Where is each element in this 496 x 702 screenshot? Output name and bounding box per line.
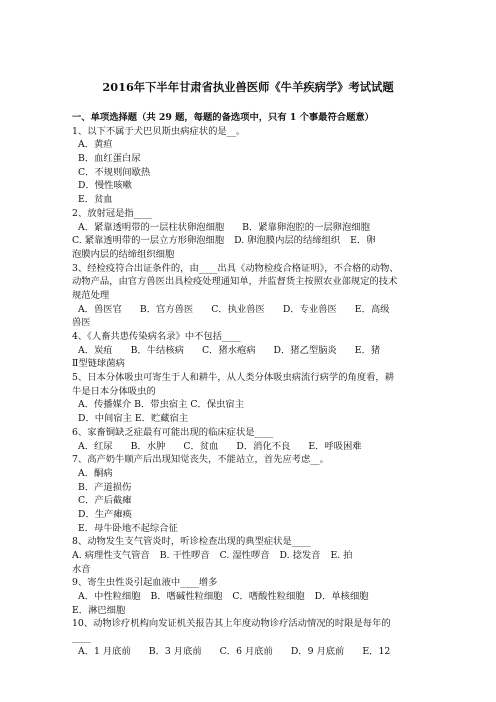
q8-continuation: 水音 (72, 563, 91, 575)
q8-option-d: D. 捻发音 (279, 550, 321, 561)
q10-option-d: D．9 月底前 (290, 645, 345, 657)
question-9-stem: 9、寄生虫性炎引起血液中____增多 (72, 577, 218, 589)
q7-option-c: C．产后截瘫 (78, 495, 132, 507)
q2-option-a: A．紧靠透明带的一层柱状卵泡细胞 (78, 221, 225, 233)
q1-option-b: B．血红蛋白尿 (78, 153, 141, 165)
q2-options-row-2 (72, 234, 432, 248)
q1-option-d: D．慢性咳嗽 (78, 180, 132, 192)
q6-option-c: C．贫血 (183, 440, 219, 452)
q7-option-b: B．产道损伤 (78, 481, 132, 493)
q10-option-c: C．6 月底前 (219, 645, 273, 657)
q8-options-row (72, 549, 432, 563)
q9-option-c: C．嗜酸性粒细胞 (232, 591, 305, 603)
question-2-stem: 2、放射冠是指____ (72, 207, 153, 219)
q10-option-b: B．3 月底前 (148, 645, 202, 657)
question-1-stem: 1、以下不属于犬巴贝斯虫病症状的是__。 (72, 125, 246, 137)
q2-option-e: E．卵 (350, 235, 376, 247)
q3-option-b: B．官方兽医 (139, 303, 194, 315)
q10-options-row (72, 645, 432, 659)
q8-option-a: A. 病理性支气管音 (72, 550, 150, 561)
q2-option-d: D. 卵泡膜内层的结缔组织 (234, 235, 341, 247)
q8-option-c: C. 湿性啰音 (219, 550, 270, 561)
q10-blank: ____ (72, 632, 91, 644)
question-7-stem: 7、高产奶牛顺产后出现知觉丧失，不能站立，首先应考虑__。 (72, 454, 329, 466)
q7-option-e: E．母牛卧地不起综合征 (78, 522, 178, 534)
q3-option-a: A．兽医官 (78, 303, 122, 315)
q6-option-a: A．红尿 (78, 440, 113, 452)
q8-option-b: B. 干性啰音 (159, 550, 210, 561)
q4-option-c: C．猪水疱病 (201, 344, 256, 356)
q4-option-b: B．牛结核病 (130, 344, 184, 356)
q9-options-row (72, 590, 432, 604)
q2-option-c: C. 紧靠透明带的一层立方形卵泡细胞 (72, 235, 225, 247)
q6-option-d: D．消化不良 (236, 440, 291, 452)
q2-options-row-1 (72, 221, 432, 235)
q6-option-b: B．水肿 (130, 440, 166, 452)
q3-options-row (72, 303, 432, 317)
q1-option-a: A．黄疸 (78, 139, 113, 151)
q9-option-d: D．单核细胞 (314, 591, 369, 603)
document-body (72, 111, 432, 659)
q5-options-a-c: A．传播媒介 B．带虫宿主 C．保虫宿主 (78, 399, 245, 411)
q7-option-a: A．酮病 (78, 467, 113, 479)
q3-option-c: C．执业兽医 (211, 303, 265, 315)
q5-options-d-e: D．中间宿主 E．贮藏宿主 (78, 413, 189, 425)
q3-option-e: E．高级 (354, 303, 390, 315)
q1-option-c: C．不规则间歇热 (78, 166, 151, 178)
q10-option-a: A．1 月底前 (78, 645, 131, 657)
question-3-line-3: 规范处理 (72, 289, 110, 301)
question-5-line-1: 5、日本分体吸虫可寄生于人和耕牛，从人类分体吸虫病流行病学的角度看，耕 (72, 372, 395, 384)
q9-option-a: A．中性粒细胞 (78, 591, 141, 603)
question-6-stem: 6、家畜铜缺乏症最有可能出现的临床症状是____ (72, 426, 274, 438)
q7-option-d: D．生产瘫痪 (78, 508, 132, 520)
q6-option-e: E．呼吸困难 (308, 440, 362, 452)
question-10-stem: 10、动物诊疗机构向发证机关报告其上年度动物诊疗活动情况的时限是每年的 (72, 618, 391, 630)
section-heading: 一、单项选择题（共 29 题，每题的备选项中，只有 1 个事最符合题意） (72, 112, 374, 123)
q4-continuation: Ⅱ型链球菌病 (72, 358, 125, 370)
q9-option-e: E．淋巴细胞 (72, 604, 126, 616)
page-title: 2016年下半年甘肃省执业兽医师《牛羊疾病学》考试试题 (102, 80, 394, 94)
q3-continuation: 兽医 (72, 317, 91, 329)
question-8-stem: 8、动物发生支气管炎时，听诊检查出现的典型症状是____ (72, 536, 311, 548)
q4-option-d: D．猪乙型脑炎 (273, 344, 337, 356)
question-3-line-2: 动物产品，由官方兽医出具检疫处理通知单，并监督货主按照农业部规定的技术 (72, 276, 398, 288)
q4-options-row (72, 344, 432, 358)
q2-option-b: B．紧靠卵泡腔的一层卵泡细胞 (242, 221, 370, 233)
q3-option-d: D．专业兽医 (282, 303, 337, 315)
q4-option-e: E．猪 (354, 344, 381, 356)
question-4-stem: 4、《人畜共患传染病名录》中不包括____ (72, 331, 241, 342)
q10-option-e: E．12 (362, 645, 391, 657)
question-3-line-1: 3、经检疫符合出证条件的，由____出具《动物检疫合格证明》，不合格的动物、 (72, 262, 399, 274)
q2-continuation: 泡膜内层的结缔组织细胞 (72, 248, 175, 260)
q8-option-e: E. 拍 (330, 550, 353, 561)
q4-option-a: A．炭疽 (78, 344, 113, 356)
question-5-line-2: 牛是日本分体吸虫的 (72, 385, 156, 397)
q1-option-e: E．贫血 (78, 194, 113, 206)
q6-options-row (72, 440, 432, 454)
q9-option-b: B．嗜碱性粒细胞 (150, 591, 223, 603)
